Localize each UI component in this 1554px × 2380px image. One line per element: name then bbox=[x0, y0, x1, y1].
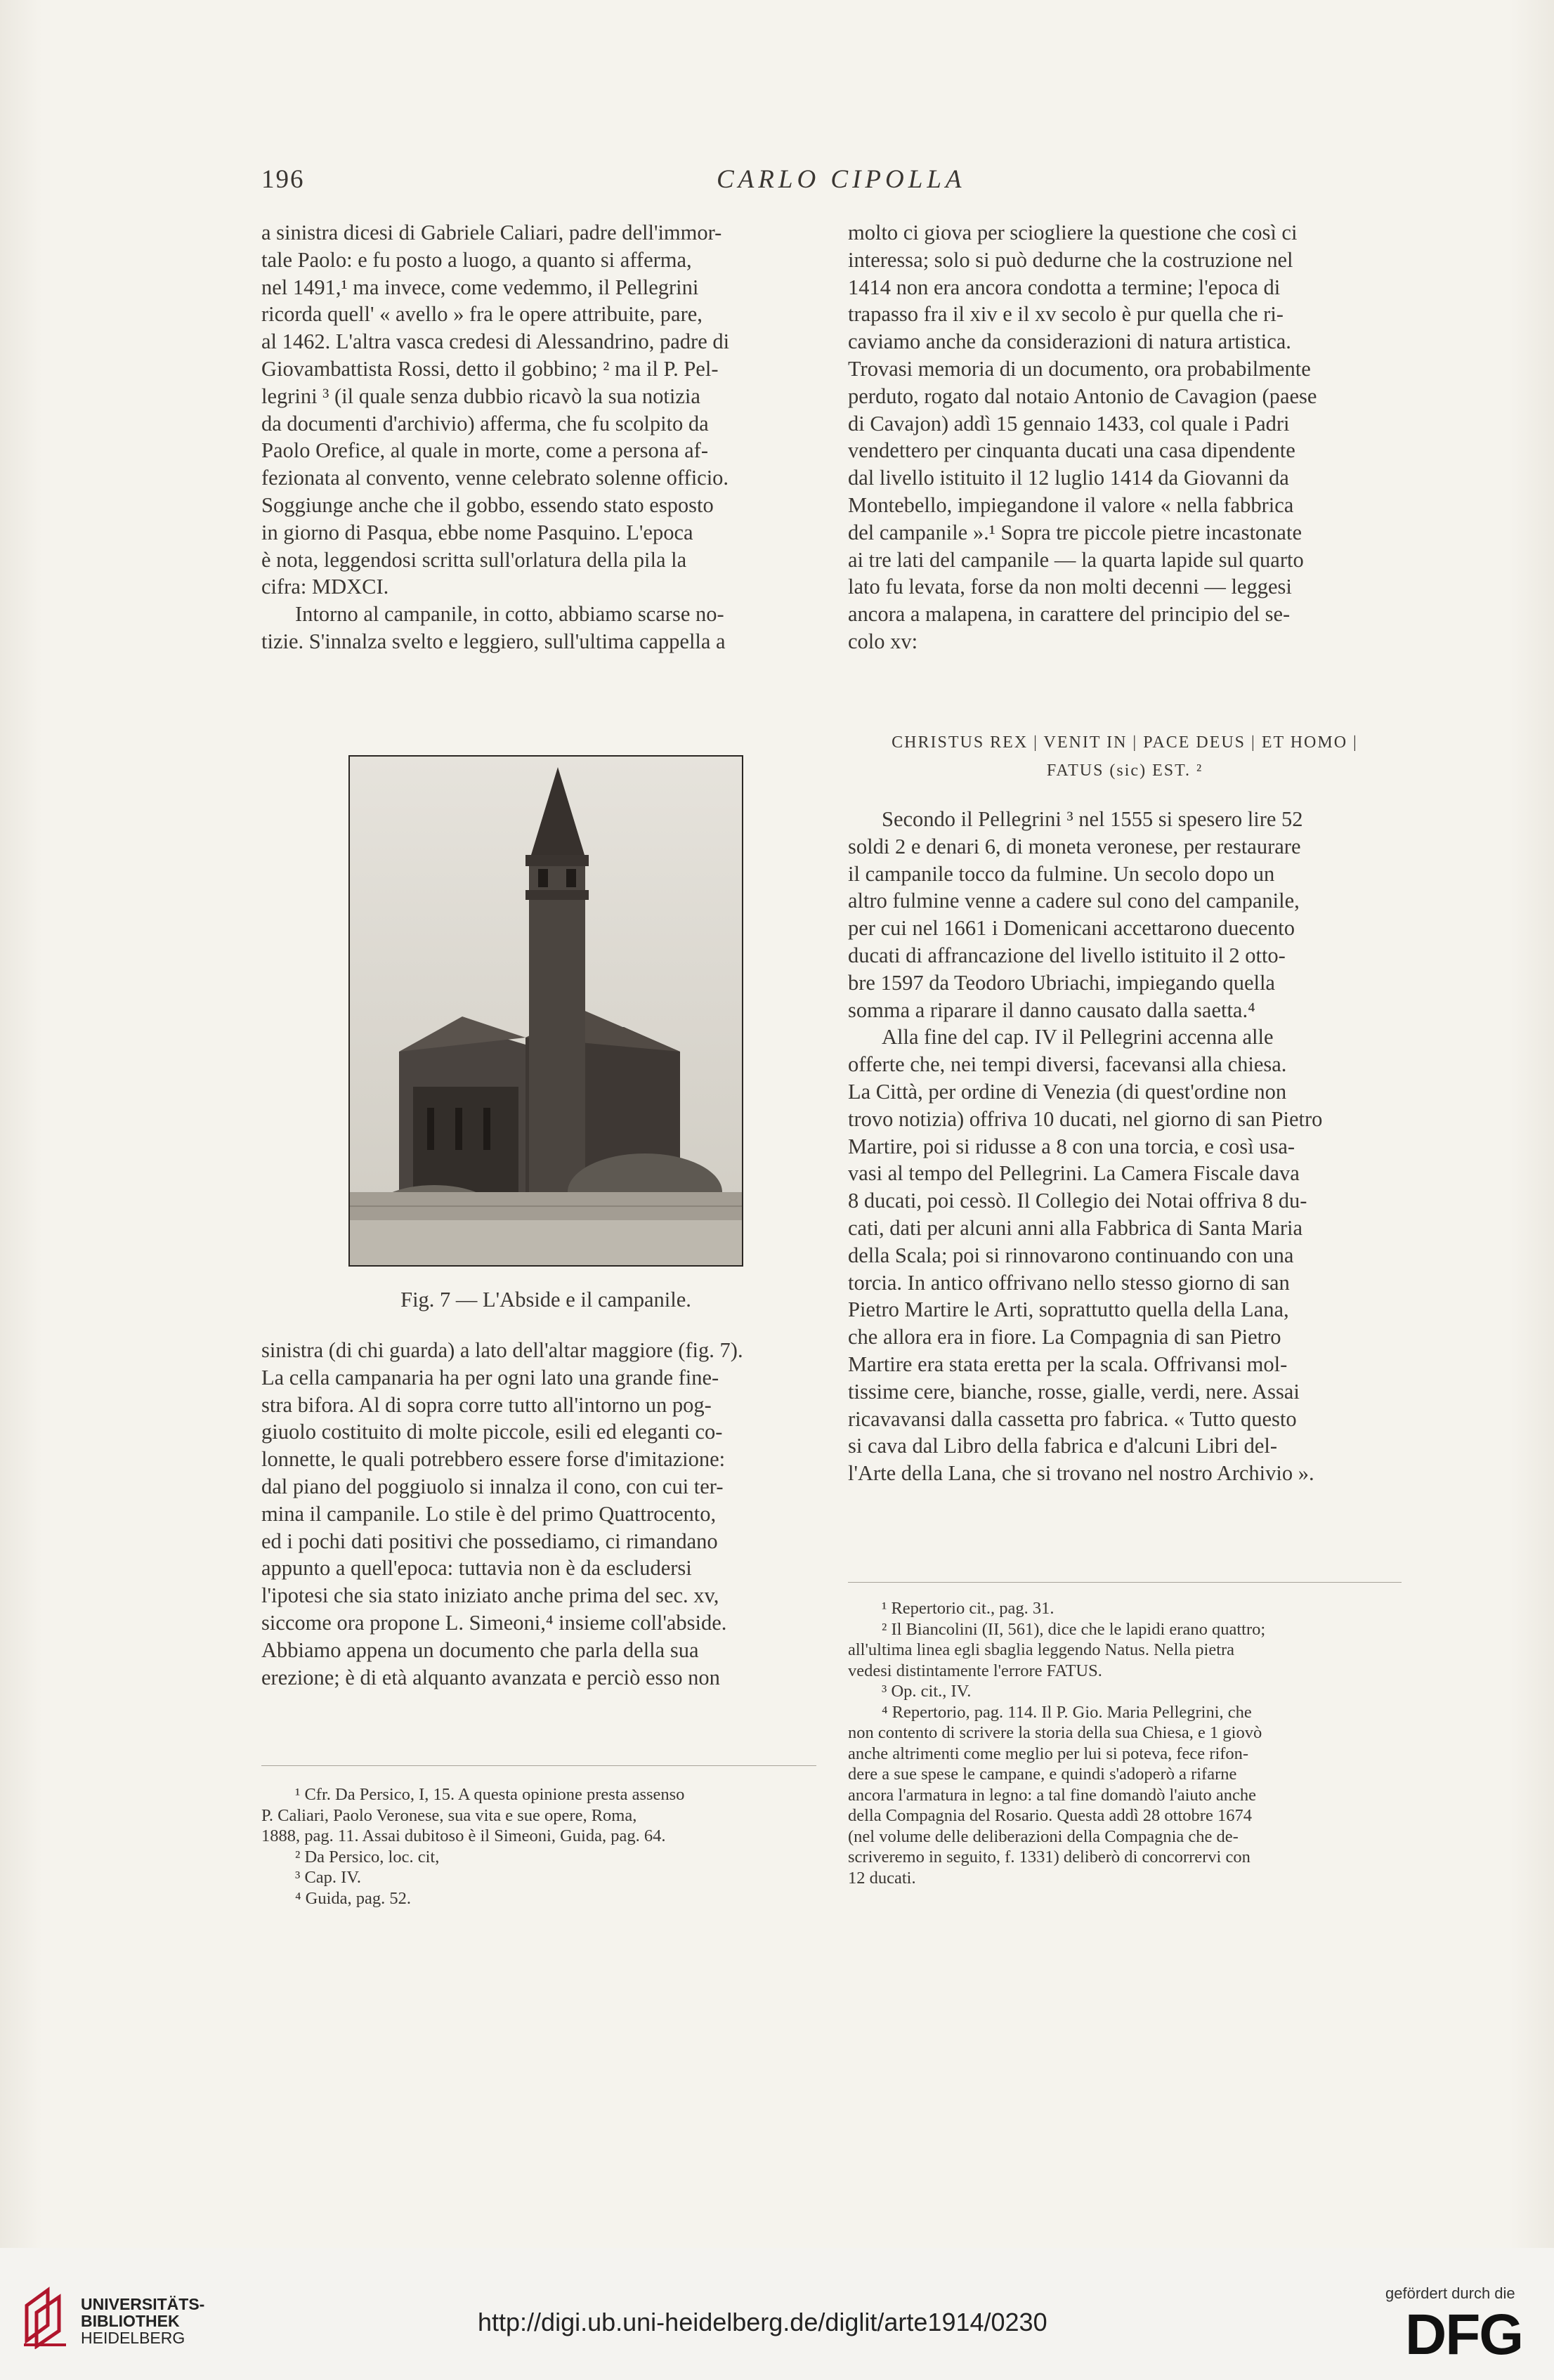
text-line: Abbiamo appena un documento che parla della sua bbox=[261, 1637, 699, 1662]
text-line: offerte che, nei tempi diversi, facevansi alla chiesa. bbox=[848, 1052, 1287, 1077]
text-line: ricorda quell' « avello » fra le opere attribuite, pare, bbox=[261, 302, 703, 327]
text-line: Soggiunge anche che il gobbo, essendo stato esposto bbox=[261, 492, 714, 517]
right-paragraph-1 bbox=[848, 219, 1402, 655]
university-library-logo-icon bbox=[20, 2284, 72, 2349]
text-line: giuolo costituito di molte piccole, esili ed eleganti co- bbox=[261, 1420, 723, 1444]
text-line: il campanile tocco da fulmine. Un secolo dopo un bbox=[848, 861, 1275, 886]
text-line: ed i pochi dati positivi che possediamo, ci rimandano bbox=[261, 1529, 718, 1553]
footnote-line: 12 ducati. bbox=[848, 1868, 916, 1888]
text-line: perduto, rogato dal notaio Antonio de Cavagion (paese bbox=[848, 384, 1317, 408]
footnote-line: ¹ Cfr. Da Persico, I, 15. A questa opinione presta assenso bbox=[295, 1785, 685, 1804]
text-line: a sinistra dicesi di Gabriele Caliari, padre dell'immor- bbox=[261, 221, 722, 244]
figure-photo-campanile bbox=[348, 755, 743, 1267]
text-line: mina il campanile. Lo stile è del primo Quattrocento, bbox=[261, 1501, 717, 1526]
footnote-line: ² Da Persico, loc. cit, bbox=[295, 1847, 440, 1866]
text-line: Alla fine del cap. IV il Pellegrini accenna alle bbox=[882, 1025, 1274, 1050]
inscription-block bbox=[848, 728, 1402, 785]
text-line: somma a riparare il danno causato dalla saetta.⁴ bbox=[848, 998, 1255, 1022]
text-line: stra bifora. Al di sopra corre tutto all'intorno un pog- bbox=[261, 1392, 712, 1417]
university-library-name bbox=[81, 2296, 204, 2346]
text-line: vendettero per cinquanta ducati una casa dipendente bbox=[848, 438, 1295, 463]
text-line: cati, dati per alcuni anni alla Fabbrica di Santa Maria bbox=[848, 1215, 1303, 1240]
footnote-line: vedesi distintamente l'errore FATUS. bbox=[848, 1661, 1102, 1680]
text-line: La Città, per ordine di Venezia (di quest'ordine non bbox=[848, 1079, 1287, 1104]
running-title: CARLO CIPOLLA bbox=[717, 165, 966, 194]
footnote-line: della Compagnia del Rosario. Questa addì 28 ottobre 1674 bbox=[848, 1806, 1252, 1825]
footnote-line: ² Il Biancolini (II, 561), dice che le lapidi erano quattro; bbox=[882, 1619, 1266, 1639]
text-line: Martire era stata eretta per la scala. Offrivansi mol- bbox=[848, 1352, 1288, 1376]
footnote-line: ¹ Repertorio cit., pag. 31. bbox=[882, 1599, 1054, 1618]
library-name-line: BIBLIOTHEK bbox=[81, 2312, 180, 2330]
text-line: dal piano del poggiuolo si innalza il cono, con cui ter- bbox=[261, 1474, 724, 1498]
text-line: bre 1597 da Teodoro Ubriachi, impiegando quella bbox=[848, 970, 1275, 995]
left-column-top bbox=[261, 219, 816, 655]
text-line: si cava dal Libro della fabrica e d'alcuni Libri del- bbox=[848, 1434, 1277, 1458]
footnote-line: all'ultima linea egli sbaglia leggendo Natus. Nella pietra bbox=[848, 1640, 1235, 1659]
text-line: da documenti d'archivio) afferma, che fu scolpito da bbox=[261, 411, 709, 436]
inscription-line: CHRISTUS REX | VENIT IN | PACE DEUS | ET HOMO | bbox=[892, 733, 1358, 752]
footnote-line: 1888, pag. 11. Assai dubitoso è il Simeoni, Guida, pag. 64. bbox=[261, 1826, 666, 1845]
text-line: tale Paolo: e fu posto a luogo, a quanto si afferma, bbox=[261, 247, 692, 272]
right-column-middle bbox=[848, 806, 1402, 1487]
figure-caption: Fig. 7 — L'Abside e il campanile. bbox=[400, 1288, 691, 1312]
text-line: Pietro Martire le Arti, soprattutto quella della Lana, bbox=[848, 1297, 1289, 1322]
text-line: sinistra (di chi guarda) a lato dell'altar maggiore (fig. 7). bbox=[261, 1338, 743, 1362]
page-number: 196 bbox=[261, 165, 305, 194]
text-line: torcia. In antico offrivano nello stesso giorno di san bbox=[848, 1270, 1290, 1295]
footnote-line: scriveremo in seguito, f. 1331) deliberò di concorrervi con bbox=[848, 1848, 1251, 1866]
text-line: molto ci giova per sciogliere la questione che così ci bbox=[848, 221, 1298, 244]
text-line: caviamo anche da considerazioni di natura artistica. bbox=[848, 329, 1291, 354]
text-line: ai tre lati del campanile — la quarta lapide sul quarto bbox=[848, 547, 1304, 572]
text-line: La cella campanaria ha per ogni lato una grande fine- bbox=[261, 1365, 719, 1390]
campanile-photo-illustration bbox=[350, 757, 742, 1265]
right-footnotes bbox=[848, 1598, 1402, 1888]
text-line: ducati di affrancazione del livello istituito il 2 otto- bbox=[848, 943, 1286, 967]
left-column-bottom bbox=[261, 1337, 816, 1691]
text-line: 1414 non era ancora condotta a termine; l'epoca di bbox=[848, 275, 1281, 299]
library-name-line: UNIVERSITÄTS- bbox=[81, 2295, 205, 2313]
text-line: soldi 2 e denari 6, di moneta veronese, per restaurare bbox=[848, 834, 1301, 858]
library-name-line: HEIDELBERG bbox=[81, 2329, 185, 2347]
text-line: l'Arte della Lana, che si trovano nel nostro Archivio ». bbox=[848, 1461, 1314, 1486]
footnote-line: dere a sue spese le campane, e quindi s'adoperò a rifarne bbox=[848, 1765, 1237, 1784]
left-paragraph-1 bbox=[261, 219, 816, 601]
text-line: nel 1491,¹ ma invece, come vedemmo, il Pellegrini bbox=[261, 275, 699, 299]
text-line: 8 ducati, poi cessò. Il Collegio dei Notai offriva 8 du- bbox=[848, 1189, 1307, 1213]
text-line: Intorno al campanile, in cotto, abbiamo scarse no- bbox=[295, 602, 724, 627]
text-line: al 1462. L'altra vasca credesi di Alessandrino, padre di bbox=[261, 329, 730, 354]
text-line: Martire, poi si ridusse a 8 con una torcia, e così usa- bbox=[848, 1134, 1295, 1158]
text-line: Giovambattista Rossi, detto il gobbino; ² ma il P. Pel- bbox=[261, 356, 719, 381]
inscription-line: FATUS (sic) EST. ² bbox=[1046, 761, 1203, 780]
text-line: interessa; solo si può dedurne che la costruzione nel bbox=[848, 247, 1293, 272]
footnote-line: anche altrimenti come meglio per lui si poteva, fece rifon- bbox=[848, 1744, 1249, 1763]
footnote-rule-right bbox=[848, 1582, 1402, 1583]
text-line: che allora era in fiore. La Compagnia di san Pietro bbox=[848, 1325, 1281, 1349]
text-line: ricavavansi dalla cassetta pro fabrica. « Tutto questo bbox=[848, 1406, 1297, 1431]
text-line: del campanile ».¹ Sopra tre piccole pietre incastonate bbox=[848, 520, 1302, 544]
footnote-line: ³ Op. cit., IV. bbox=[882, 1682, 972, 1701]
text-line: siccome ora propone L. Simeoni,⁴ insieme coll'abside. bbox=[261, 1610, 727, 1635]
text-line: ancora a malapena, in carattere del principio del se- bbox=[848, 602, 1291, 627]
text-line: lato fu levata, forse da non molti decenni — leggesi bbox=[848, 575, 1292, 599]
footnote-line: ³ Cap. IV. bbox=[295, 1868, 362, 1887]
text-line: trovo notizia) offriva 10 ducati, nel giorno di san Pietro bbox=[848, 1106, 1323, 1131]
right-column-top bbox=[848, 219, 1402, 655]
text-line: l'ipotesi che sia stato iniziato anche prima del sec. xv, bbox=[261, 1583, 719, 1608]
text-line: dal livello istituito il 12 luglio 1414 da Giovanni da bbox=[848, 466, 1289, 490]
text-line: per cui nel 1661 i Domenicani accettarono duecento bbox=[848, 916, 1295, 941]
text-line: fezionata al convento, venne celebrato solenne officio. bbox=[261, 466, 729, 490]
footnote-rule-left bbox=[261, 1765, 816, 1766]
source-url-link[interactable]: http://digi.ub.uni-heidelberg.de/diglit/arte1914/0230 bbox=[478, 2308, 1047, 2336]
right-paragraph-3 bbox=[848, 1024, 1402, 1487]
dfg-logo: DFG bbox=[1405, 2303, 1523, 2367]
text-line: di Cavajon) addì 15 gennaio 1433, col quale i Padri bbox=[848, 411, 1290, 436]
footnote-line: ⁴ Guida, pag. 52. bbox=[295, 1888, 412, 1908]
text-line: in giorno di Pasqua, ebbe nome Pasquino. L'epoca bbox=[261, 520, 693, 544]
text-line: colo xv: bbox=[848, 629, 918, 653]
text-line: tissime cere, bianche, rosse, gialle, verdi, nere. Assai bbox=[848, 1379, 1300, 1404]
right-paragraph-2 bbox=[848, 806, 1402, 1024]
left-paragraph-3 bbox=[261, 1337, 816, 1691]
text-line: appunto a quell'epoca: tuttavia non è da escludersi bbox=[261, 1556, 692, 1581]
text-line: vasi al tempo del Pellegrini. La Camera Fiscale dava bbox=[848, 1161, 1300, 1186]
funder-label: gefördert durch die bbox=[1385, 2284, 1515, 2302]
text-line: legrini ³ (il quale senza dubbio ricavò la sua notizia bbox=[261, 384, 700, 408]
text-line: tizie. S'innalza svelto e leggiero, sull'ultima cappella a bbox=[261, 629, 726, 653]
footnote-line: (nel volume delle deliberazioni della Compagnia che de- bbox=[848, 1826, 1239, 1846]
text-line: Secondo il Pellegrini ³ nel 1555 si spesero lire 52 bbox=[882, 807, 1303, 831]
text-line: della Scala; poi si rinnovarono continuando con una bbox=[848, 1243, 1294, 1267]
left-footnotes bbox=[261, 1784, 816, 1909]
text-line: altro fulmine venne a cadere sul cono del campanile, bbox=[848, 889, 1300, 913]
text-line: Paolo Orefice, al quale in morte, come a persona af- bbox=[261, 438, 708, 463]
footnote-line: ⁴ Repertorio, pag. 114. Il P. Gio. Maria Pellegrini, che bbox=[882, 1702, 1252, 1722]
text-line: Trovasi memoria di un documento, ora probabilmente bbox=[848, 356, 1311, 381]
text-line: erezione; è di età alquanto avanzata e perciò esso non bbox=[261, 1665, 720, 1689]
footnote-line: P. Caliari, Paolo Veronese, sua vita e sue opere, Roma, bbox=[261, 1805, 637, 1825]
left-paragraph-2 bbox=[261, 601, 816, 655]
footnote-line: ancora l'armatura in legno: a tal fine domandò l'aiuto anche bbox=[848, 1785, 1256, 1805]
footnote-line: non contento di scrivere la storia della sua Chiesa, e 1 giovò bbox=[848, 1723, 1262, 1742]
text-line: è nota, leggendosi scritta sull'orlatura della pila la bbox=[261, 547, 687, 572]
text-line: cifra: MDXCI. bbox=[261, 575, 389, 599]
text-line: trapasso fra il xiv e il xv secolo è pur quella che ri- bbox=[848, 302, 1284, 327]
text-line: lonnette, le quali potrebbero essere forse d'imitazione: bbox=[261, 1447, 726, 1472]
text-line: Montebello, impiegandone il valore « nella fabbrica bbox=[848, 492, 1294, 517]
